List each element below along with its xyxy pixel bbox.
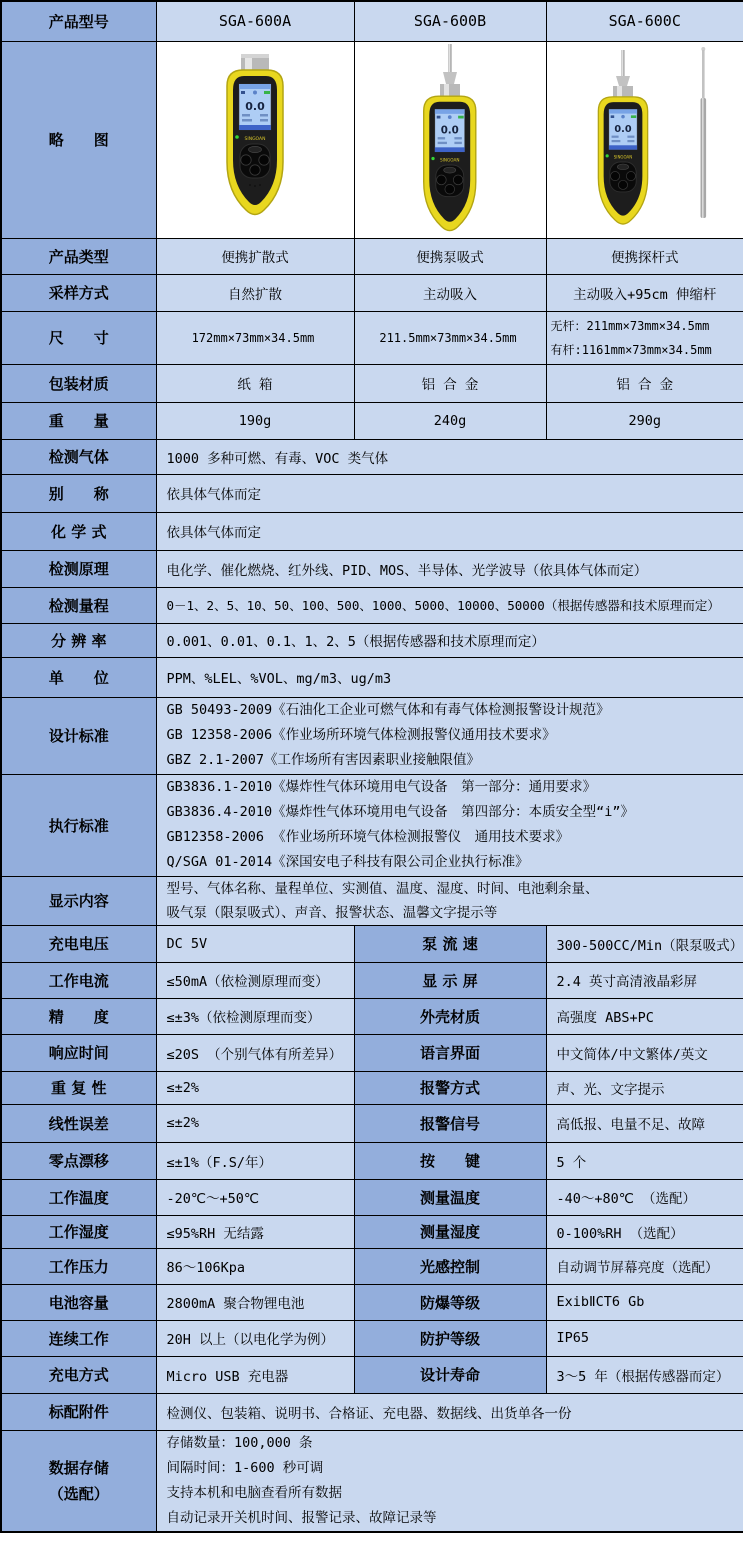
value-sampling-600a: 自然扩散 — [156, 274, 354, 311]
value-model-600b: SGA-600B — [354, 1, 546, 41]
row-data-storage — [1, 1430, 743, 1532]
device-body — [598, 96, 647, 223]
row-charging-voltage-pump-flow — [1, 925, 743, 962]
battery-icon — [264, 91, 270, 94]
battery-icon — [631, 115, 636, 118]
device-body — [424, 96, 476, 230]
value-response-time: ≤20S （个别气体有所差异） — [156, 1034, 354, 1071]
label-display-content: 显示内容 — [1, 876, 156, 925]
data-storage-label-line: （选配） — [48, 1484, 109, 1503]
data-storage-line: 自动记录开关机时间、报警记录、故障记录等 — [166, 1509, 437, 1526]
label-accuracy: 精 度 — [1, 998, 156, 1034]
fan-icon — [621, 114, 625, 118]
screen-reading: 0.0 — [245, 99, 265, 113]
execution-standard-line: GB3836.1-2010《爆炸性气体环境用电气设备 第一部分：通用要求》 — [166, 779, 597, 795]
value-weight-600a: 190g — [156, 402, 354, 439]
data-storage-label-line: 数据存储 — [48, 1458, 109, 1477]
dimensions-600c-with-rod: 有杆:1161mm×73mm×34.5mm — [550, 342, 712, 357]
label-light-control: 光感控制 — [354, 1248, 546, 1284]
speaker-icon — [610, 115, 614, 118]
product-image-sga-600a — [180, 44, 330, 236]
status-led — [431, 156, 434, 159]
brand-text: SINGOAN — [440, 156, 460, 162]
value-working-temperature: -20℃～+50℃ — [156, 1179, 354, 1215]
display-content-line: 吸气泵（限泵吸式）、声音、报警状态、温馨文字提示等 — [166, 904, 498, 921]
value-explosion-proof: ExibⅡCT6 Gb — [546, 1284, 743, 1320]
label-working-current: 工作电流 — [1, 962, 156, 998]
label-working-humidity: 工作湿度 — [1, 1215, 156, 1248]
label-detected-gas: 检测气体 — [1, 439, 156, 474]
value-weight-600c: 290g — [546, 402, 743, 439]
label-alarm-signal: 报警信号 — [354, 1104, 546, 1142]
display-content-line: 型号、气体名称、量程单位、实测值、温度、湿度、时间、电池剩余量、 — [166, 880, 599, 897]
row-zero-drift-keys — [1, 1142, 743, 1179]
label-alarm-mode: 报警方式 — [354, 1071, 546, 1104]
label-housing-material: 外壳材质 — [354, 998, 546, 1034]
row-accessories — [1, 1393, 743, 1430]
value-language: 中文简体/中文繁体/英文 — [546, 1034, 743, 1071]
value-measuring-temperature: -40～+80℃ （选配） — [546, 1179, 743, 1215]
value-resolution: 0.001、0.01、0.1、1、2、5（根据传感器和技术原理而定） — [156, 623, 743, 657]
value-product-type-600b: 便携泵吸式 — [354, 238, 546, 274]
execution-standard-line: GB3836.4-2010《爆炸性气体环境用电气设备 第四部分：本质安全型“i”》 — [166, 804, 635, 820]
value-linearity-error: ≤±2% — [156, 1104, 354, 1142]
label-battery-capacity: 电池容量 — [1, 1284, 156, 1320]
row-alias — [1, 474, 743, 512]
label-weight: 重 量 — [1, 402, 156, 439]
screen-reading: 0.0 — [440, 124, 459, 136]
row-working-pressure-light-control — [1, 1248, 743, 1284]
design-standard-line: GBZ 2.1-2007《工作场所有害因素职业接触限值》 — [166, 752, 481, 768]
product-image-sga-600c — [565, 44, 725, 236]
value-packaging-600c: 铝 合 金 — [546, 364, 743, 402]
value-unit: PPM、%LEL、%VOL、mg/m3、ug/m3 — [156, 657, 743, 697]
label-keys: 按 键 — [354, 1142, 546, 1179]
pump-probe — [613, 50, 633, 98]
dimensions-600c-no-rod: 无杆：211mm×73mm×34.5mm — [550, 318, 710, 333]
label-zero-drift: 零点漂移 — [1, 1142, 156, 1179]
sketch-cell-600a — [156, 41, 354, 238]
value-charging-voltage: DC 5V — [156, 925, 354, 962]
data-storage-line: 支持本机和电脑查看所有数据 — [166, 1484, 342, 1501]
label-design-life: 设计寿命 — [354, 1356, 546, 1393]
battery-icon — [458, 115, 464, 118]
row-working-current-display-screen — [1, 962, 743, 998]
pump-probe — [440, 44, 460, 97]
value-packaging-600b: 铝 合 金 — [354, 364, 546, 402]
value-measuring-humidity: 0-100%RH （选配） — [546, 1215, 743, 1248]
execution-standard-line: Q/SGA 01-2014《深国安电子科技有限公司企业执行标准》 — [166, 854, 529, 870]
label-measuring-humidity: 测量湿度 — [354, 1215, 546, 1248]
label-chemical-formula: 化 学 式 — [1, 512, 156, 550]
value-housing-material: 高强度 ABS+PC — [546, 998, 743, 1034]
row-execution-standard — [1, 774, 743, 876]
label-detection-principle: 检测原理 — [1, 550, 156, 587]
label-response-time: 响应时间 — [1, 1034, 156, 1071]
label-design-standard: 设计标准 — [1, 697, 156, 774]
value-model-600c: SGA-600C — [546, 1, 743, 41]
label-alias: 别 称 — [1, 474, 156, 512]
label-charging-voltage: 充电电压 — [1, 925, 156, 962]
brand-text: SINGOAN — [613, 153, 632, 159]
value-detected-gas: 1000 多种可燃、有毒、VOC 类气体 — [156, 439, 743, 474]
label-dimensions: 尺 寸 — [1, 311, 156, 364]
value-alias: 依具体气体而定 — [156, 474, 743, 512]
value-accessories: 检测仪、包装箱、说明书、合格证、充电器、数据线、出货单各一份 — [156, 1393, 743, 1430]
value-product-type-600a: 便携扩散式 — [156, 238, 354, 274]
label-unit: 单 位 — [1, 657, 156, 697]
row-sketch — [1, 41, 743, 238]
row-product-model — [1, 1, 743, 41]
label-continuous-working: 连续工作 — [1, 1320, 156, 1356]
execution-standard-line: GB12358-2006 《作业场所环境气体检测报警仪 通用技术要求》 — [166, 829, 570, 845]
label-protection-rating: 防护等级 — [354, 1320, 546, 1356]
speaker-icon — [437, 115, 441, 118]
control-pad — [436, 165, 464, 197]
row-display-content — [1, 876, 743, 925]
row-detection-principle — [1, 550, 743, 587]
value-working-pressure: 86～106Kpa — [156, 1248, 354, 1284]
value-model-600a: SGA-600A — [156, 1, 354, 41]
row-resolution — [1, 623, 743, 657]
value-protection-rating: IP65 — [546, 1320, 743, 1356]
row-charging-method-design-life — [1, 1356, 743, 1393]
row-dimensions — [1, 311, 743, 364]
data-storage-line: 间隔时间：1-600 秒可调 — [166, 1459, 324, 1476]
label-display-screen: 显 示 屏 — [354, 962, 546, 998]
value-design-standard — [156, 697, 743, 774]
value-detection-range: 0－1、2、5、10、50、100、500、1000、5000、10000、50000（根据传感器和技术原理而定） — [156, 587, 743, 623]
row-linearity-error-alarm-signal — [1, 1104, 743, 1142]
value-packaging-600a: 纸 箱 — [156, 364, 354, 402]
design-standard-line: GB 12358-2006《作业场所环境气体检测报警仪通用技术要求》 — [166, 727, 556, 743]
row-working-temperature-measuring-temperature — [1, 1179, 743, 1215]
value-keys: 5 个 — [546, 1142, 743, 1179]
row-packaging-material — [1, 364, 743, 402]
row-sampling-method — [1, 274, 743, 311]
label-pump-flow: 泵 流 速 — [354, 925, 546, 962]
label-working-pressure: 工作压力 — [1, 1248, 156, 1284]
telescopic-rod — [700, 47, 706, 218]
row-battery-capacity-explosion-proof — [1, 1284, 743, 1320]
label-product-type: 产品类型 — [1, 238, 156, 274]
row-repeatability-alarm-mode — [1, 1071, 743, 1104]
label-detection-range: 检测量程 — [1, 587, 156, 623]
value-dimensions-600a: 172mm×73mm×34.5mm — [156, 311, 354, 364]
value-dimensions-600b: 211.5mm×73mm×34.5mm — [354, 311, 546, 364]
value-sampling-600c: 主动吸入+95cm 伸缩杆 — [546, 274, 743, 311]
value-display-content — [156, 876, 743, 925]
value-accuracy: ≤±3%（依检测原理而变） — [156, 998, 354, 1034]
control-pad — [240, 144, 270, 178]
row-product-type — [1, 238, 743, 274]
speaker-icon — [241, 91, 245, 94]
status-led — [235, 135, 239, 139]
label-measuring-temperature: 测量温度 — [354, 1179, 546, 1215]
value-dimensions-600c — [546, 311, 743, 364]
value-detection-principle: 电化学、催化燃烧、红外线、PID、MOS、半导体、光学波导（依具体气体而定） — [156, 550, 743, 587]
data-storage-line: 存储数量：100,000 条 — [166, 1434, 313, 1451]
label-sketch: 略 图 — [1, 41, 156, 238]
value-working-humidity: ≤95%RH 无结露 — [156, 1215, 354, 1248]
status-led — [605, 154, 608, 157]
screen-reading: 0.0 — [614, 123, 632, 135]
value-continuous-working: 20H 以上（以电化学为例） — [156, 1320, 354, 1356]
value-weight-600b: 240g — [354, 402, 546, 439]
label-data-storage — [1, 1430, 156, 1532]
control-pad — [610, 162, 636, 192]
row-continuous-working-protection-rating — [1, 1320, 743, 1356]
label-working-temperature: 工作温度 — [1, 1179, 156, 1215]
label-explosion-proof: 防爆等级 — [354, 1284, 546, 1320]
value-alarm-mode: 声、光、文字提示 — [546, 1071, 743, 1104]
device-body — [227, 70, 283, 215]
product-image-sga-600b — [375, 44, 525, 236]
row-response-time-language — [1, 1034, 743, 1071]
value-data-storage — [156, 1430, 743, 1532]
value-charging-method: Micro USB 充电器 — [156, 1356, 354, 1393]
value-display-screen: 2.4 英寸高清液晶彩屏 — [546, 962, 743, 998]
device-screen — [609, 109, 637, 149]
sketch-cell-600b — [354, 41, 546, 238]
row-detected-gas — [1, 439, 743, 474]
label-repeatability: 重 复 性 — [1, 1071, 156, 1104]
label-execution-standard: 执行标准 — [1, 774, 156, 876]
value-working-current: ≤50mA（依检测原理而变） — [156, 962, 354, 998]
value-alarm-signal: 高低报、电量不足、故障 — [546, 1104, 743, 1142]
value-product-type-600c: 便携探杆式 — [546, 238, 743, 274]
label-language: 语言界面 — [354, 1034, 546, 1071]
value-design-life: 3～5 年（根据传感器而定） — [546, 1356, 743, 1393]
row-weight — [1, 402, 743, 439]
value-repeatability: ≤±2% — [156, 1071, 354, 1104]
label-charging-method: 充电方式 — [1, 1356, 156, 1393]
label-linearity-error: 线性误差 — [1, 1104, 156, 1142]
label-accessories: 标配附件 — [1, 1393, 156, 1430]
row-chemical-formula — [1, 512, 743, 550]
sketch-cell-600c — [546, 41, 743, 238]
value-chemical-formula: 依具体气体而定 — [156, 512, 743, 550]
row-working-humidity-measuring-humidity — [1, 1215, 743, 1248]
label-packaging-material: 包装材质 — [1, 364, 156, 402]
row-unit — [1, 657, 743, 697]
device-screen — [435, 109, 465, 152]
label-sampling-method: 采样方式 — [1, 274, 156, 311]
fan-icon — [448, 115, 452, 119]
fan-icon — [253, 90, 257, 94]
brand-text: SINGOAN — [244, 136, 266, 142]
row-detection-range — [1, 587, 743, 623]
value-execution-standard — [156, 774, 743, 876]
value-zero-drift: ≤±1%（F.S/年） — [156, 1142, 354, 1179]
value-pump-flow: 300-500CC/Min（限泵吸式） — [546, 925, 743, 962]
design-standard-line: GB 50493-2009《石油化工企业可燃气体和有毒气体检测报警设计规范》 — [166, 702, 610, 718]
value-light-control: 自动调节屏幕亮度（选配） — [546, 1248, 743, 1284]
label-product-model: 产品型号 — [1, 1, 156, 41]
device-screen — [239, 84, 271, 130]
value-battery-capacity: 2800mA 聚合物锂电池 — [156, 1284, 354, 1320]
label-resolution: 分 辨 率 — [1, 623, 156, 657]
row-accuracy-housing-material — [1, 998, 743, 1034]
row-design-standard — [1, 697, 743, 774]
value-sampling-600b: 主动吸入 — [354, 274, 546, 311]
